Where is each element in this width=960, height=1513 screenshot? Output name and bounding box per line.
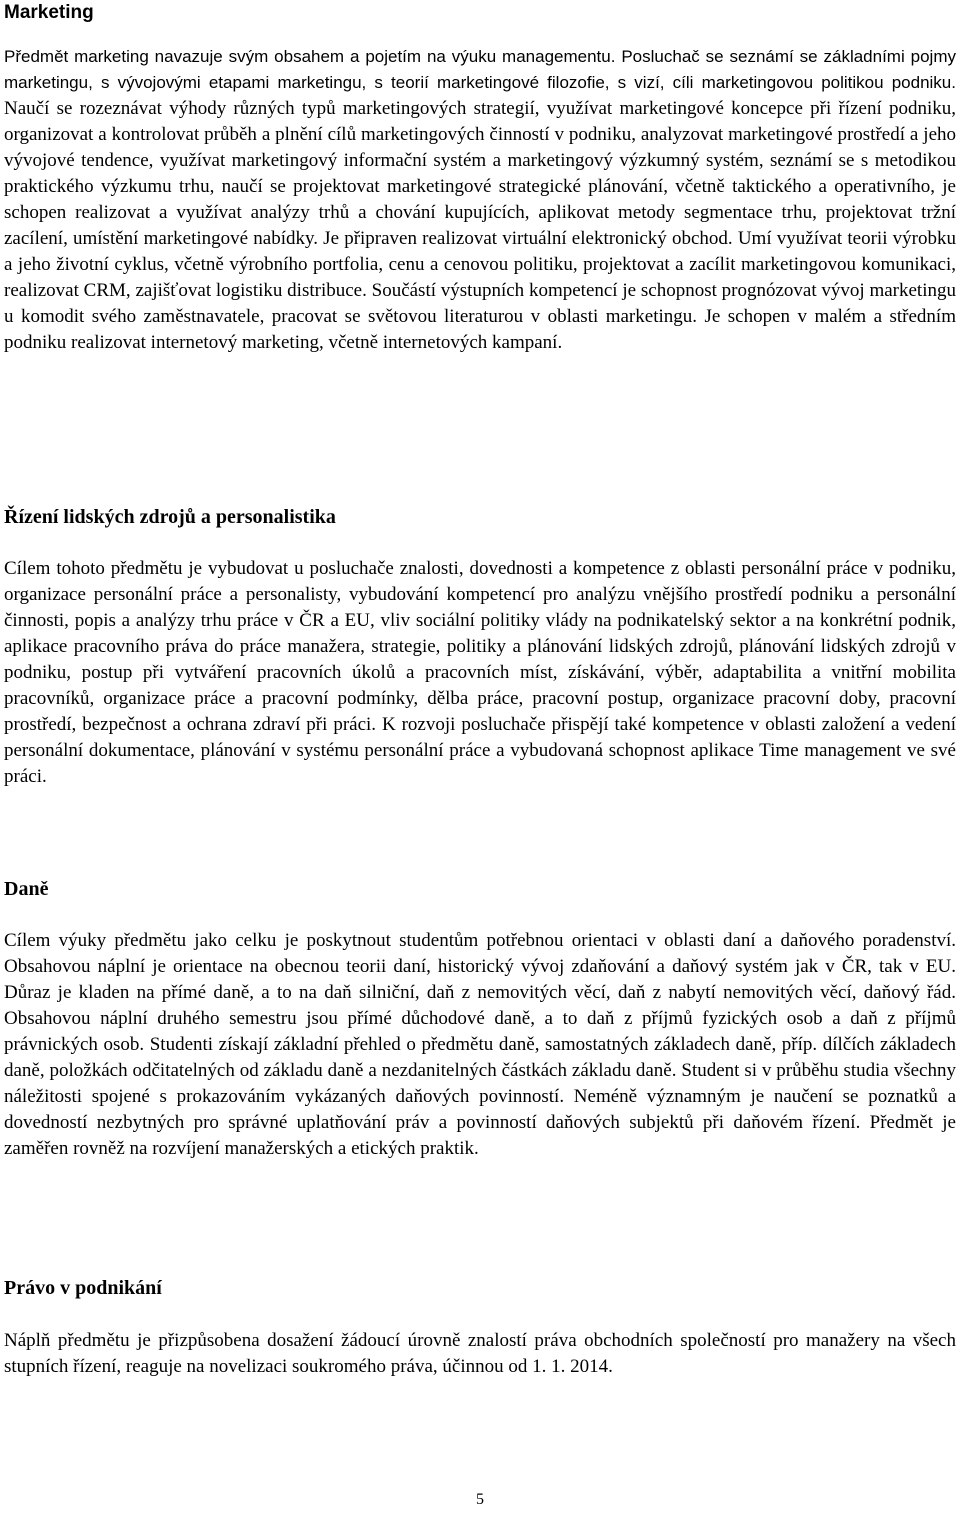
section-paragraph-marketing (4, 44, 956, 356)
marketing-paragraph-part1: Předmět marketing navazuje svým obsahem a pojetím na výuku managementu. Posluchač se seznámí se základními pojmy marketingu, s vývojovými etapami marketingu, s teorií marketingové filozofie, s vizí, cíli marketingovou politikou podniku. (4, 47, 956, 92)
section-heading-hr: Řízení lidských zdrojů a personalistika (4, 506, 336, 528)
page-number: 5 (476, 1491, 484, 1508)
section-heading-marketing: Marketing (4, 2, 94, 23)
section-paragraph-taxes: Cílem výuky předmětu jako celku je poskytnout studentům potřebnou orientaci v oblasti daní a daňového poradenství. Obsahovou náplní je orientace na obecnou teorii daní, historický vývoj zdaňování a daňový systém jak v ČR, tak v EU. Důraz je kladen na přímé daně, a to na daň silniční, daň z nemovitých věcí, daň z nabytí nemovitých věcí, daňový řád. Obsahovou náplní druhého semestru jsou přímé důchodové daně, a to daň z příjmů fyzických osob a daň z příjmů právnických osob. Studenti získají základní přehled o předmětu daně, samostatných základech daně, příp. dílčích základech daně, položkách odčitatelných od základu daně a nezdanitelných částkách základu daně. Student si v průběhu studia všechny náležitosti spojené s prokazováním vykázaných daňových povinností. Neméně významným je naučení se poznatků a dovedností nezbytných pro správné uplatňování práv a povinností daňových subjektů při daňovém řízení. Předmět je zaměřen rovněž na rozvíjení manažerských a etických praktik. (4, 930, 956, 1159)
section-marketing (4, 0, 956, 26)
section-paragraph-hr: Cílem tohoto předmětu je vybudovat u posluchače znalosti, dovednosti a kompetence z oblasti personální práce v podniku, organizace personální práce a personalisty, vybudování kompetencí pro analýzu vnějšího prostředí podniku a personální činnosti, popis a analýzy trhu práce v ČR a EU, vliv sociální politiky vlády na podnikatelský sektor a na konkrétní podnik, aplikace pracovního práva do práce manažera, strategie, politiky a plánování lidských zdrojů, plánování lidských zdrojů v podniku, postup při vytváření pracovních úkolů a pracovních míst, získávání, výběr, adaptabilita a vnitřní mobilita pracovníků, organizace práce a pracovní podmínky, dělba práce, pracovní postup, organizace pracovní doby, pracovní prostředí, bezpečnost a ochrana zdraví při práci. K rozvoji posluchače přispějí také kompetence v oblasti založení a vedení personální dokumentace, plánování v systému personální práce a vybudovaná schopnost aplikace Time management ve své práci. (4, 558, 956, 787)
section-paragraph-business-law: Náplň předmětu je přizpůsobena dosažení žádoucí úrovně znalostí práva obchodních společností pro manažery na všech stupních řízení, reaguje na novelizaci soukromého práva, účinnou od 1. 1. 2014. (4, 1330, 956, 1377)
marketing-paragraph-part2: Naučí se rozeznávat výhody různých typů marketingových strategií, využívat marketingové koncepce při řízení podniku, organizovat a kontrolovat průběh a plnění cílů marketingových činností v podniku, analyzovat marketingové prostředí a jeho vývojové tendence, využívat marketingový informační systém a marketingový výzkumný systém, seznámí se s metodikou praktického výzkumu trhu, naučí se projektovat marketingové strategické plánování, včetně taktického a operativního, je schopen realizovat a využívat analýzy trhů a chování kupujících, aplikovat metody segmentace trhu, projektovat tržní zacílení, umístění marketingové nabídky. Je připraven realizovat virtuální elektronický obchod. Umí využívat teorii výrobku a jeho životní cyklus, včetně výrobního portfolia, cenu a cenovou politiku, projektovat a zacílit marketingovou komunikaci, realizovat CRM, zajišťovat logistiku distribuce. Součástí výstupních kompetencí je schopnost prognózovat vývoj marketingu u komodit svého zaměstnavatele, pracovat se světovou literaturou v oblasti marketingu. Je schopen v malém a středním podniku realizovat internetový marketing, včetně internetových kampaní. (4, 98, 956, 353)
section-heading-taxes: Daně (4, 878, 49, 900)
section-heading-business-law: Právo v podnikání (4, 1277, 162, 1299)
